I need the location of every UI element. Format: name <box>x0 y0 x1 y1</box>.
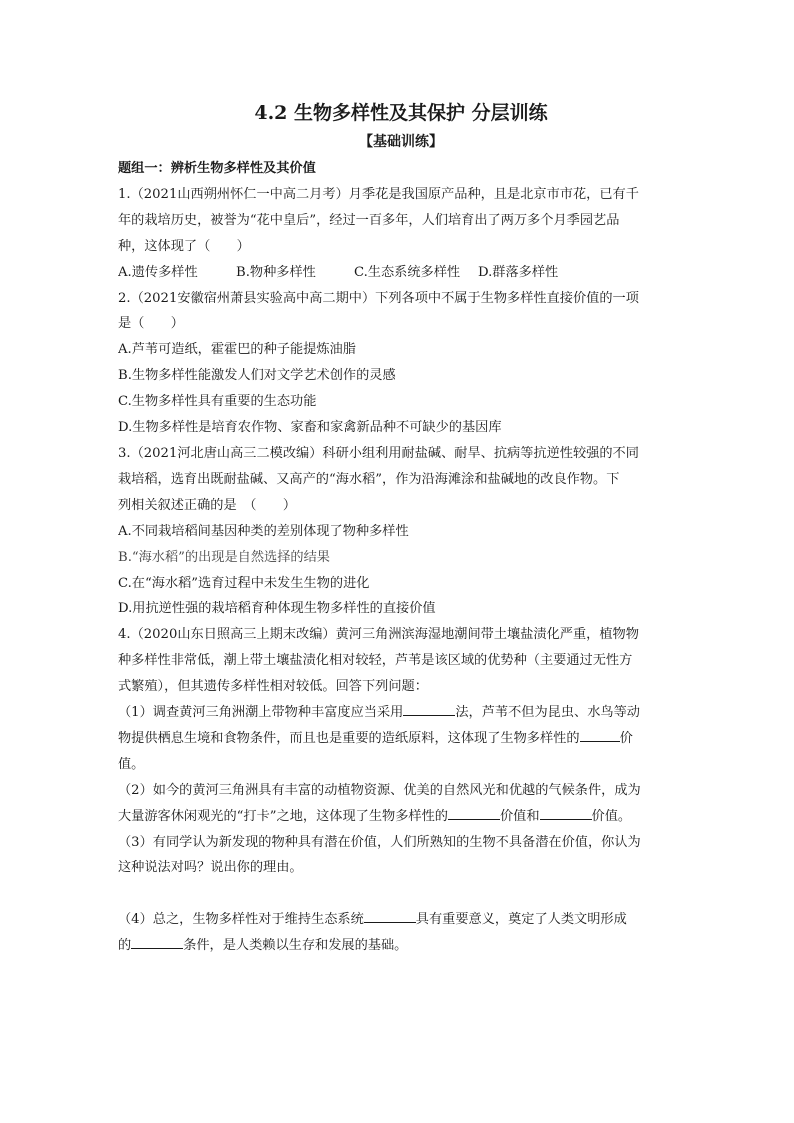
q4-part1-blank-2[interactable] <box>580 726 620 742</box>
q4-part1-text-b: 法，芦苇不但为昆虫、水鸟等动 <box>455 705 640 721</box>
q4-part2-text-b: 大量游客休闲观光的“打卡”之地，这体现了生物多样性的 <box>118 808 448 824</box>
q4-part3-line-1: （3）有同学认为新发现的物种具有潜在价值，人们所熟知的生物不具备潜在价值，你认为 <box>118 834 641 850</box>
q4-part4-line-1 <box>118 907 684 933</box>
q3-option-b[interactable]: B.“海水稻”的出现是自然选择的结果 <box>118 549 330 565</box>
q4-part1-line-2 <box>118 726 684 752</box>
q4-part2-blank-2[interactable] <box>540 804 592 820</box>
q4-part4-text-c: 的 <box>118 938 132 954</box>
q4-part2-line-2 <box>118 804 684 830</box>
q2-option-b[interactable]: B.生物多样性能激发人们对文学艺术创作的灵感 <box>118 368 396 384</box>
q4-part4-text-b: 具有重要意义，奠定了人类文明形成 <box>415 912 627 928</box>
q4-line-2: 种多样性非常低，潮上带土壤盐渍化相对较轻，芦苇是该区域的优势种（主要通过无性方 <box>118 653 633 669</box>
q4-line-1: 4.（2020山东日照高三上期末改编）黄河三角洲滨海湿地潮间带土壤盐渍化严重，植物物 <box>118 627 639 643</box>
q4-part1-text-a: （1）调查黄河三角洲潮上带物种丰富度应当采用 <box>118 705 404 721</box>
q4-part3-line-2: 这种说法对吗？说出你的理由。 <box>118 860 303 876</box>
q4-part4-blank-1[interactable] <box>364 907 416 923</box>
q1-options <box>118 260 684 286</box>
q4-part1-line-3: 值。 <box>118 756 145 772</box>
q3-line-1: 3.（2021河北唐山高三二模改编）科研小组利用耐盐碱、耐旱、抗病等抗逆性较强的不同 <box>118 445 639 461</box>
q1-option-c[interactable]: C.生态系统多样性 <box>354 264 461 280</box>
q3-option-c[interactable]: C.在“海水稻”选育过程中未发生生物的进化 <box>118 575 370 591</box>
q2-option-d[interactable]: D.生物多样性是培育农作物、家畜和家禽新品种不可缺少的基因库 <box>118 420 502 436</box>
q4-part1-text-c: 物提供栖息生境和食物条件，而且也是重要的造纸原料，这体现了生物多样性的 <box>118 730 580 746</box>
q4-part4-text-a: （4）总之，生物多样性对于维持生态系统 <box>118 912 364 928</box>
q4-part4-text-d: 条件，是人类赖以生存和发展的基础。 <box>183 938 408 954</box>
section-subtitle: 【基础训练】 <box>359 134 443 150</box>
q1-line-2: 年的栽培历史，被誉为“花中皇后”，经过一百多年，人们培育出了两万多个月季园艺品 <box>118 212 620 228</box>
q4-part2-line-1: （2）如今的黄河三角洲具有丰富的动植物资源、优美的自然风光和优越的气候条件，成为 <box>118 782 641 798</box>
q2-line-1: 2.（2021安徽宿州萧县实验高中高二期中）下列各项中不属于生物多样性直接价值的一项 <box>118 290 639 306</box>
q3-option-a[interactable]: A.不同栽培稻间基因种类的差别体现了物种多样性 <box>118 523 409 539</box>
q4-line-3: 式繁殖），但其遗传多样性相对较低。回答下列问题： <box>118 679 428 695</box>
q1-option-d[interactable]: D.群落多样性 <box>478 264 559 280</box>
q4-part1-line-1 <box>118 700 684 726</box>
q4-part4-blank-2[interactable] <box>131 933 183 949</box>
q4-part2-blank-1[interactable] <box>448 804 500 820</box>
q4-part1-blank-1[interactable] <box>403 700 455 716</box>
q4-part4-line-2 <box>118 933 684 959</box>
q1-option-a[interactable]: A.遗传多样性 <box>118 264 198 280</box>
q3-line-2: 栽培稻，选育出既耐盐碱、又高产的“海水稻”，作为沿海滩涂和盐碱地的改良作物。下 <box>118 471 620 487</box>
q4-part2-text-c: 价值和 <box>499 808 540 824</box>
q3-option-d[interactable]: D.用抗逆性强的栽培稻育种体现生物多样性的直接价值 <box>118 601 436 617</box>
q1-line-3: 种，这体现了（ ） <box>118 238 250 254</box>
q2-line-2: 是（ ） <box>118 316 184 332</box>
q4-part2-text-d: 价值。 <box>591 808 632 824</box>
q4-part1-text-d: 价 <box>619 730 633 746</box>
q1-line-1: 1.（2021山西朔州怀仁一中高二月考）月季花是我国原产品种，且是北京市市花，已有千 <box>118 186 639 202</box>
answer-space[interactable] <box>118 881 684 907</box>
q1-option-b[interactable]: B.物种多样性 <box>236 264 316 280</box>
worksheet-content <box>118 100 684 959</box>
q3-line-3: 列相关叙述正确的是 （ ） <box>118 497 297 513</box>
q2-option-a[interactable]: A.芦苇可造纸，霍霍巴的种子能提炼油脂 <box>118 342 356 358</box>
group-heading: 题组一：辨析生物多样性及其价值 <box>118 161 316 176</box>
q2-option-c[interactable]: C.生物多样性具有重要的生态功能 <box>118 394 317 410</box>
page-title: 4.2 生物多样性及其保护 分层训练 <box>254 102 548 124</box>
